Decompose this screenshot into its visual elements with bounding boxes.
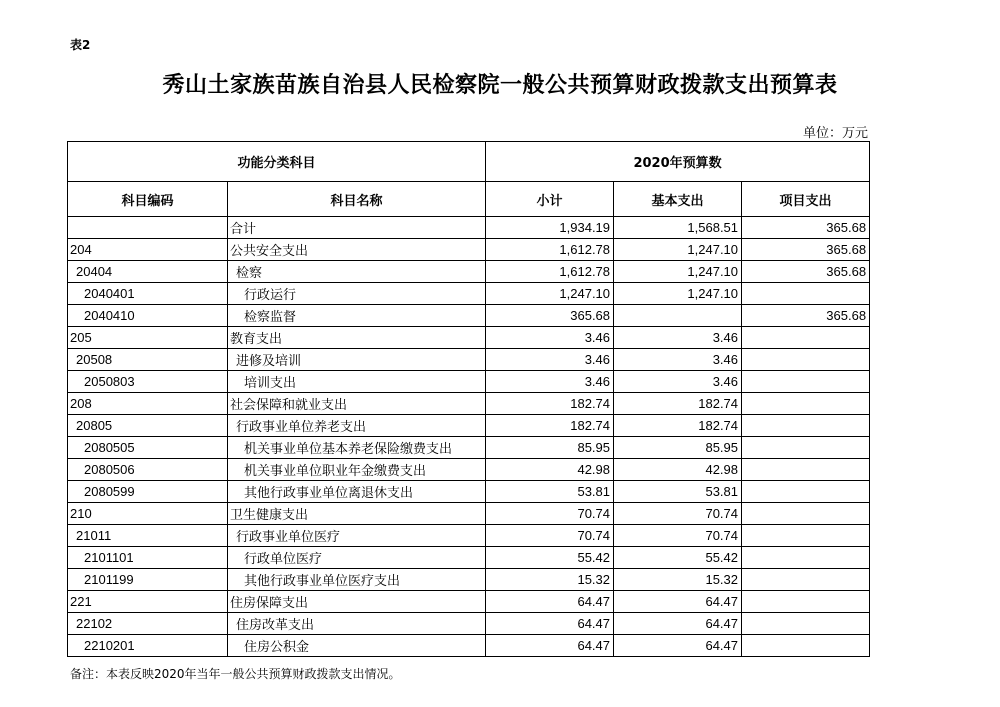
row-project: 365.68: [742, 261, 870, 283]
row-basic: 42.98: [614, 459, 742, 481]
row-subtotal: 1,247.10: [486, 283, 614, 305]
row-subtotal: 3.46: [486, 349, 614, 371]
page-title: 秀山土家族苗族自治县人民检察院一般公共预算财政拨款支出预算表: [162, 73, 838, 98]
row-code: 20508: [68, 349, 228, 371]
row-basic: 55.42: [614, 547, 742, 569]
row-name: 社会保障和就业支出: [228, 393, 486, 415]
row-name: 机关事业单位基本养老保险缴费支出: [228, 437, 486, 459]
table-body: [68, 217, 870, 657]
row-subtotal: 64.47: [486, 635, 614, 657]
row-code: 2210201: [68, 635, 228, 657]
row-basic: 3.46: [614, 371, 742, 393]
row-code: 20404: [68, 261, 228, 283]
table-row: [68, 591, 870, 613]
table-row: [68, 547, 870, 569]
table-row: [68, 635, 870, 657]
row-name: 其他行政事业单位离退休支出: [228, 481, 486, 503]
row-project: [742, 327, 870, 349]
header-project: 项目支出: [742, 182, 870, 217]
row-project: [742, 459, 870, 481]
row-basic: 70.74: [614, 503, 742, 525]
row-code: 2101199: [68, 569, 228, 591]
row-name: 住房公积金: [228, 635, 486, 657]
row-subtotal: 182.74: [486, 415, 614, 437]
row-basic: 70.74: [614, 525, 742, 547]
row-project: [742, 349, 870, 371]
row-name: 检察监督: [228, 305, 486, 327]
row-name: 机关事业单位职业年金缴费支出: [228, 459, 486, 481]
header-budget-group: 2020年预算数: [486, 142, 870, 182]
row-code: 208: [68, 393, 228, 415]
row-code: 22102: [68, 613, 228, 635]
unit-label: 单位：万元: [802, 126, 868, 141]
row-basic: 85.95: [614, 437, 742, 459]
table-row: [68, 525, 870, 547]
row-name: 其他行政事业单位医疗支出: [228, 569, 486, 591]
table-row: [68, 393, 870, 415]
header-name: 科目名称: [228, 182, 486, 217]
table-row: [68, 239, 870, 261]
row-subtotal: 1,934.19: [486, 217, 614, 239]
row-code: 2040410: [68, 305, 228, 327]
row-project: [742, 415, 870, 437]
table-row: [68, 283, 870, 305]
header-code: 科目编码: [68, 182, 228, 217]
row-subtotal: 182.74: [486, 393, 614, 415]
row-basic: 53.81: [614, 481, 742, 503]
row-subtotal: 42.98: [486, 459, 614, 481]
row-basic: 15.32: [614, 569, 742, 591]
row-subtotal: 53.81: [486, 481, 614, 503]
table-row: [68, 371, 870, 393]
row-project: [742, 481, 870, 503]
row-subtotal: 85.95: [486, 437, 614, 459]
row-project: [742, 591, 870, 613]
row-project: [742, 569, 870, 591]
row-subtotal: 64.47: [486, 613, 614, 635]
row-project: 365.68: [742, 217, 870, 239]
row-subtotal: 1,612.78: [486, 239, 614, 261]
row-name: 教育支出: [228, 327, 486, 349]
row-project: [742, 283, 870, 305]
row-project: [742, 437, 870, 459]
row-name: 合计: [228, 217, 486, 239]
row-project: [742, 503, 870, 525]
row-code: 20805: [68, 415, 228, 437]
row-basic: 1,247.10: [614, 283, 742, 305]
row-basic: 182.74: [614, 415, 742, 437]
row-basic: 64.47: [614, 591, 742, 613]
table-row: [68, 415, 870, 437]
row-subtotal: 55.42: [486, 547, 614, 569]
header-basic: 基本支出: [614, 182, 742, 217]
row-project: [742, 635, 870, 657]
row-code: 2050803: [68, 371, 228, 393]
table-row: [68, 613, 870, 635]
table-row: [68, 217, 870, 239]
row-name: 检察: [228, 261, 486, 283]
row-subtotal: 15.32: [486, 569, 614, 591]
table-row: [68, 503, 870, 525]
table-row: [68, 349, 870, 371]
row-code: 2080506: [68, 459, 228, 481]
row-name: 卫生健康支出: [228, 503, 486, 525]
row-code: [68, 217, 228, 239]
table-row: [68, 569, 870, 591]
row-name: 行政事业单位养老支出: [228, 415, 486, 437]
row-project: [742, 393, 870, 415]
row-name: 住房保障支出: [228, 591, 486, 613]
table-row: [68, 327, 870, 349]
row-basic: 182.74: [614, 393, 742, 415]
row-code: 205: [68, 327, 228, 349]
table-row: [68, 459, 870, 481]
row-project: [742, 371, 870, 393]
table-row: [68, 481, 870, 503]
row-code: 21011: [68, 525, 228, 547]
table-row: [68, 437, 870, 459]
row-subtotal: 70.74: [486, 503, 614, 525]
row-subtotal: 64.47: [486, 591, 614, 613]
row-basic: 1,568.51: [614, 217, 742, 239]
footnote: 备注：本表反映2020年当年一般公共预算财政拨款支出情况。: [70, 667, 401, 681]
row-project: 365.68: [742, 305, 870, 327]
header-subtotal: 小计: [486, 182, 614, 217]
row-basic: 64.47: [614, 635, 742, 657]
row-name: 行政单位医疗: [228, 547, 486, 569]
row-name: 行政事业单位医疗: [228, 525, 486, 547]
header-row-columns: [68, 182, 870, 217]
row-project: 365.68: [742, 239, 870, 261]
row-code: 210: [68, 503, 228, 525]
row-basic: 3.46: [614, 349, 742, 371]
row-name: 住房改革支出: [228, 613, 486, 635]
row-name: 行政运行: [228, 283, 486, 305]
header-row-group: [68, 142, 870, 182]
row-project: [742, 613, 870, 635]
row-name: 培训支出: [228, 371, 486, 393]
row-code: 2101101: [68, 547, 228, 569]
row-basic: [614, 305, 742, 327]
row-subtotal: 3.46: [486, 327, 614, 349]
row-code: 2040401: [68, 283, 228, 305]
row-code: 2080599: [68, 481, 228, 503]
row-code: 204: [68, 239, 228, 261]
row-name: 公共安全支出: [228, 239, 486, 261]
row-subtotal: 70.74: [486, 525, 614, 547]
row-subtotal: 365.68: [486, 305, 614, 327]
row-subtotal: 1,612.78: [486, 261, 614, 283]
table-number-label: 表2: [70, 38, 91, 52]
row-basic: 1,247.10: [614, 239, 742, 261]
table-row: [68, 261, 870, 283]
row-code: 2080505: [68, 437, 228, 459]
row-project: [742, 547, 870, 569]
table-row: [68, 305, 870, 327]
row-basic: 64.47: [614, 613, 742, 635]
row-name: 进修及培训: [228, 349, 486, 371]
row-subtotal: 3.46: [486, 371, 614, 393]
row-project: [742, 525, 870, 547]
row-code: 221: [68, 591, 228, 613]
row-basic: 1,247.10: [614, 261, 742, 283]
row-basic: 3.46: [614, 327, 742, 349]
header-category-group: 功能分类科目: [68, 142, 486, 182]
budget-table: [67, 141, 870, 657]
